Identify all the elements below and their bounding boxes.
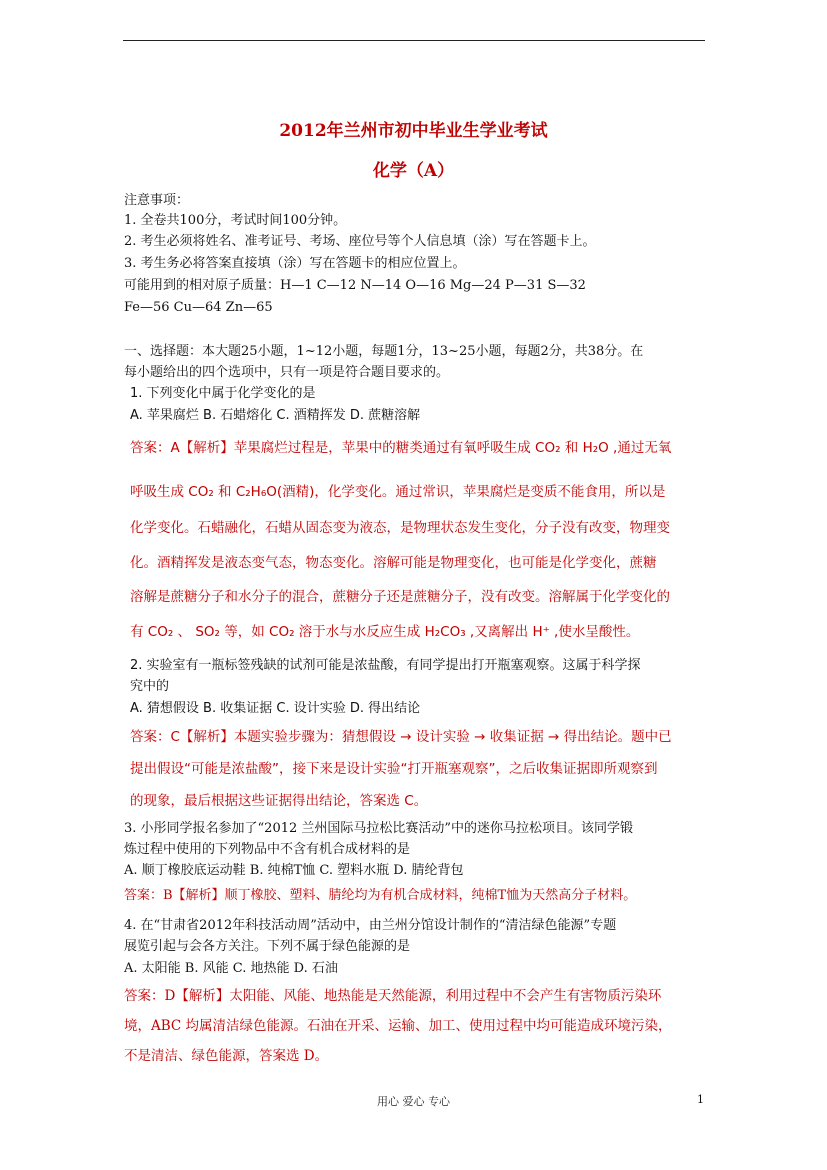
question-options: A. 苹果腐烂 B. 石蜡熔化 C. 酒精挥发 D. 蔗糖溶解 <box>130 408 421 423</box>
question-stem: 1. 下列变化中属于化学变化的是 <box>130 386 316 401</box>
atomic-mass-line: Fe—56 Cu—64 Zn—65 <box>124 300 273 315</box>
question-options: A. 太阳能 B. 风能 C. 地热能 D. 石油 <box>124 961 338 976</box>
notice-item: 3. 考生务必将答案直接填（涂）写在答题卡的相应位置上。 <box>124 256 466 271</box>
question-options: A. 顺丁橡胶底运动鞋 B. 纯棉T恤 C. 塑料水瓶 D. 腈纶背包 <box>124 863 464 878</box>
page-number: 1 <box>697 1093 704 1106</box>
question-stem: 究中的 <box>130 679 170 694</box>
answer-line: 化学变化。石蜡融化，石蜡从固态变为液态，是物理状态发生变化，分子没有改变，物理变 <box>130 520 670 536</box>
answer-line: 境，ABC 均属清洁绿色能源。石油在开采、运输、加工、使用过程中均可能造成环境污染， <box>124 1018 672 1034</box>
answer-line: 提出假设“可能是浓盐酸”，接下来是设计实验“打开瓶塞观察”，之后收集证据即所观察到 <box>130 761 658 777</box>
header-rule <box>123 40 705 41</box>
exam-subtitle: 化学（A） <box>372 161 455 181</box>
notice-item: 2. 考生必须将姓名、准考证号、考场、座位号等个人信息填（涂）写在答题卡上。 <box>124 234 596 249</box>
exam-title: 2012年兰州市初中毕业生学业考试 <box>279 121 548 141</box>
answer-line: 答案：C【解析】本题实验步骤为：猜想假设 → 设计实验 → 收集证据 → 得出结论。题中已 <box>130 729 672 745</box>
notice-heading: 注意事项： <box>124 193 190 208</box>
answer-line: 的现象，最后根据这些证据得出结论，答案选 C。 <box>130 793 428 809</box>
section-heading: 每小题给出的四个选项中，只有一项是符合题目要求的。 <box>124 365 450 380</box>
answer-line: 答案：B【解析】顺丁橡胶、塑料、腈纶均为有机合成材料，纯棉T恤为天然高分子材料。 <box>124 888 637 903</box>
notice-item: 1. 全卷共100分，考试时间100分钟。 <box>124 213 347 228</box>
question-stem: 炼过程中使用的下列物品中不含有机合成材料的是 <box>124 842 411 857</box>
answer-line: 溶解是蔗糖分子和水分子的混合，蔗糖分子还是蔗糖分子，没有改变。溶解属于化学变化的 <box>130 589 670 605</box>
footer-motto: 用心 爱心 专心 <box>377 1095 450 1108</box>
answer-line: 化。酒精挥发是液态变气态，物态变化。溶解可能是物理变化，也可能是化学变化，蔗糖 <box>130 555 657 571</box>
answer-line: 呼吸生成 CO₂ 和 C₂H₆O(酒精)，化学变化。通过常识，苹果腐烂是变质不能食用，所以是 <box>130 484 666 500</box>
answer-line: 答案：D【解析】太阳能、风能、地热能是天然能源，利用过程中不会产生有害物质污染环 <box>124 988 662 1004</box>
answer-line: 答案：A【解析】苹果腐烂过程是，苹果中的糖类通过有氧呼吸生成 CO₂ 和 H₂O ,通过无氧 <box>130 440 672 456</box>
question-stem: 3. 小彤同学报名参加了“2012 兰州国际马拉松比赛活动”中的迷你马拉松项目。该同学锻 <box>124 821 634 836</box>
question-stem: 2. 实验室有一瓶标签残缺的试剂可能是浓盐酸，有同学提出打开瓶塞观察。这属于科学探 <box>130 658 641 673</box>
atomic-mass-line: 可能用到的相对原子质量：H—1 C—12 N—14 O—16 Mg—24 P—31 S—32 <box>124 278 586 293</box>
question-options: A. 猜想假设 B. 收集证据 C. 设计实验 D. 得出结论 <box>130 701 421 716</box>
answer-line: 有 CO₂ 、 SO₂ 等，如 CO₂ 溶于水与水反应生成 H₂CO₃ ,又离解出 H⁺ ,使水呈酸性。 <box>130 624 640 640</box>
question-stem: 展览引起与会各方关注。下列不属于绿色能源的是 <box>124 939 411 954</box>
answer-line: 不是清洁、绿色能源，答案选 D。 <box>124 1048 329 1064</box>
section-heading: 一、选择题：本大题25小题，1~12小题，每题1分，13~25小题，每题2分，共38分。在 <box>124 344 644 359</box>
question-stem: 4. 在“甘肃省2012年科技活动周”活动中，由兰州分馆设计制作的“清洁绿色能源”专题 <box>124 918 617 933</box>
